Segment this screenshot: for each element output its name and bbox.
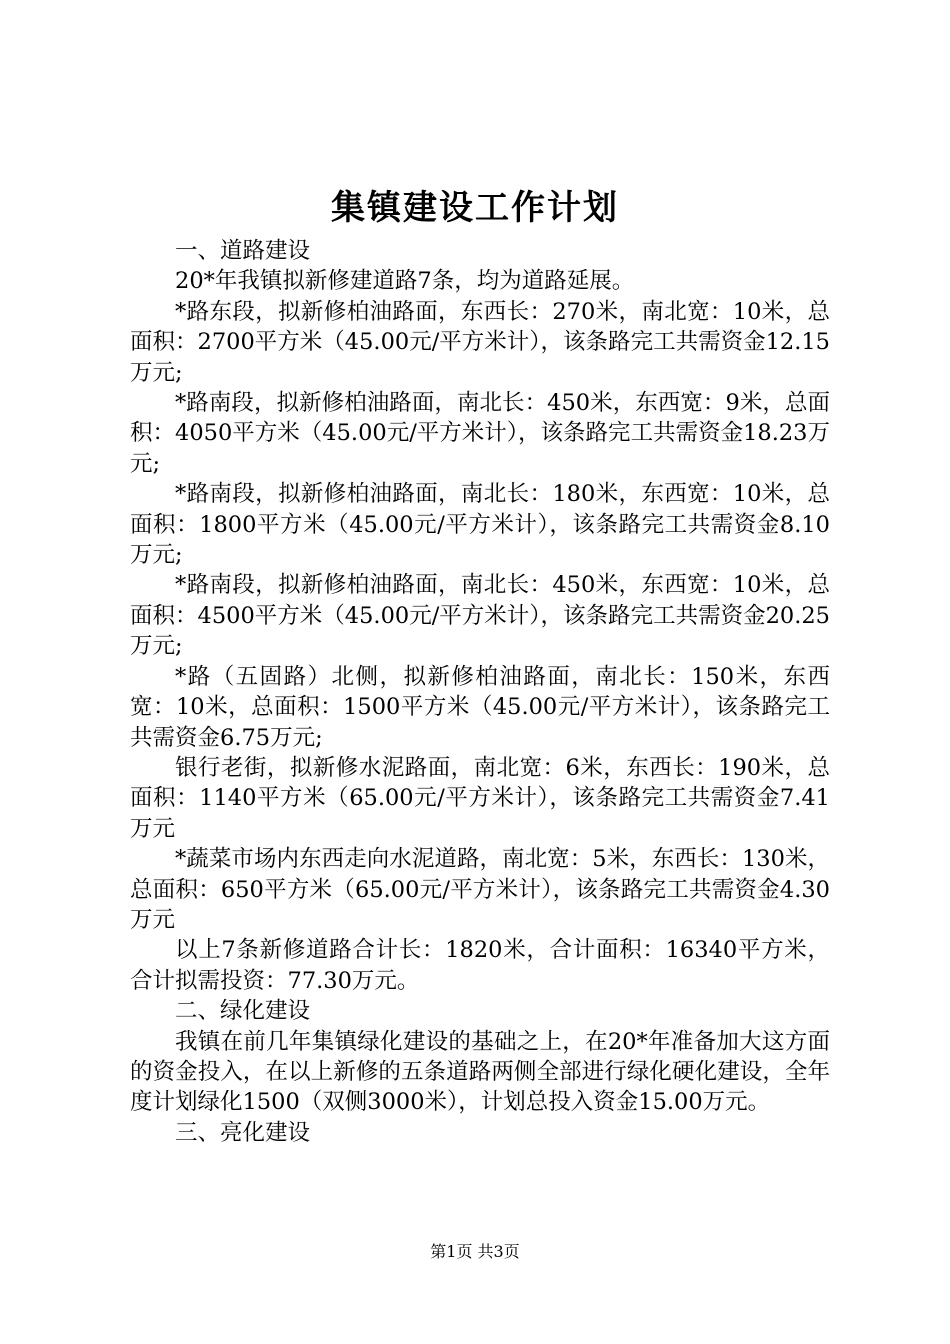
page-footer: 第1页 共3页 — [430, 1242, 520, 1261]
section-heading-greening: 二、绿化建设 — [175, 998, 311, 1025]
paragraph-road-2: *路南段，拟新修柏油路面，南北长：450米，东西宽：9米，总面积：4050平方米（45.00元/平方米计），该条路完工共需资金18.23万元; — [130, 390, 830, 477]
paragraph-greening: 我镇在前几年集镇绿化建设的基础之上，在20*年准备加大这方面的资金投入，在以上新修的五条道路两侧全部进行绿化硬化建设，全年度计划绿化1500（双侧3000米），计划总投入资金15.00万元。 — [130, 1028, 830, 1116]
paragraph-road-5: *路（五固路）北侧，拟新修柏油路面，南北长：150米，东西宽：10米，总面积：1500平方米（45.00元/平方米计），该条路完工共需资金6.75万元; — [130, 663, 830, 751]
section-heading-lighting: 三、亮化建设 — [175, 1119, 311, 1146]
section-heading-roads: 一、道路建设 — [175, 238, 311, 264]
paragraph-road-7: *蔬菜市场内东西走向水泥道路，南北宽：5米，东西长：130米，总面积：650平方米（65.00元/平方米计），该条路完工共需资金4.30万元 — [130, 846, 830, 933]
paragraph-road-3: *路南段，拟新修柏油路面，南北长：180米，东西宽：10米，总面积：1800平方米（45.00元/平方米计），该条路完工共需资金8.10万元; — [130, 481, 830, 569]
document-title: 集镇建设工作计划 — [331, 188, 619, 228]
paragraph-road-summary: 以上7条新修道路合计长：1820米，合计面积：16340平方米，合计拟需投资：77.30万元。 — [130, 937, 830, 994]
document-body — [130, 236, 830, 1148]
paragraph-road-6: 银行老街，拟新修水泥路面，南北宽：6米，东西长：190米，总面积：1140平方米（65.00元/平方米计），该条路完工共需资金7.41万元 — [130, 754, 830, 842]
paragraph-road-4: *路南段，拟新修柏油路面，南北长：450米，东西宽：10米，总面积：4500平方米（45.00元/平方米计），该条路完工共需资金20.25万元; — [130, 572, 830, 660]
paragraph-intro: 20*年我镇拟新修建道路7条，均为道路延展。 — [175, 268, 635, 295]
paragraph-road-1: *路东段，拟新修柏油路面，东西长：270米，南北宽：10米，总面积：2700平方米（45.00元/平方米计），该条路完工共需资金12.15万元; — [130, 298, 830, 386]
